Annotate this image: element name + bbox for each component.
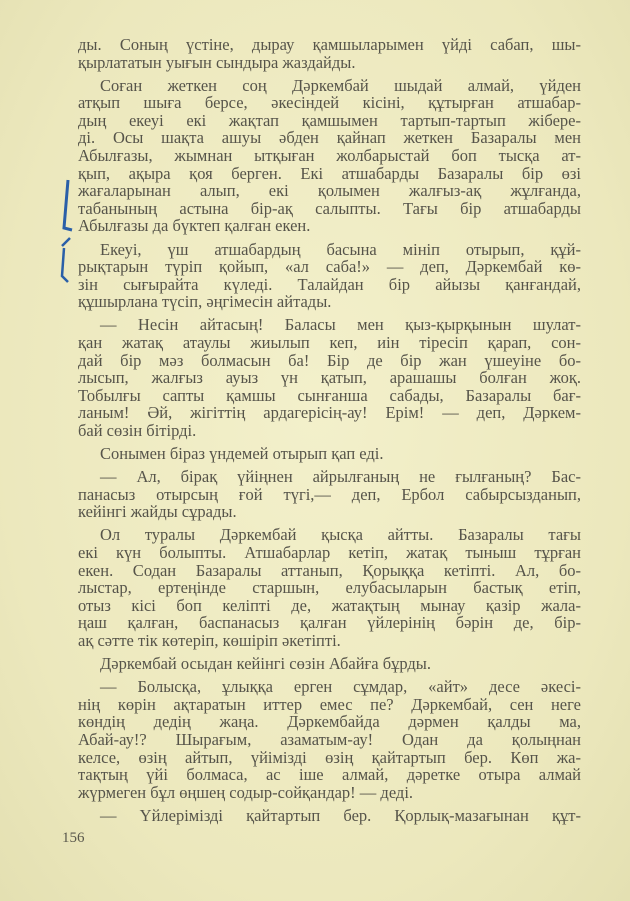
text-line: кейінгі жайды сұрады. (78, 502, 237, 522)
text-line: отыз кісі боп келіпті де, жатақтың мынау қазір жала- (78, 595, 581, 615)
paragraph (78, 445, 581, 463)
paragraph (78, 241, 581, 311)
paragraph (78, 526, 581, 649)
text-line: Абылғазы да бүктеп қалған екен. (78, 216, 311, 236)
text-line: Екеуі, үш атшабардың басына мініп отырып, құй- (100, 239, 581, 259)
text-line: ақ сәтте тік көтеріп, көшіріп әкетіпті. (78, 631, 341, 650)
page-number: 156 (62, 830, 85, 846)
text-line: — Несін айтасың! Баласы мен қыз-қырқынын шулат- (100, 315, 581, 335)
paragraph (78, 678, 581, 801)
margin-bracket-mark (62, 238, 70, 282)
text-line: Дәркембай осыдан кейінгі сөзін Абайға бұрды. (100, 654, 432, 674)
text-line: қып, ақыра қоя берген. Екі атшабарды Базаралы бір өзі (78, 163, 581, 183)
text-line: лысып, жалғыз ауыз үн қатып, арашашы болған жоқ. (78, 368, 581, 388)
text-line: қырлататын уығын сындыра жаздайды. (78, 52, 356, 72)
paragraph (78, 316, 581, 439)
text-line: екен. Содан Базаралы аттанып, Қорыққа кетіпті. Ал, бо- (78, 560, 581, 580)
text-line: атқып шыға берсе, әкесіндей кісіні, құтырған атшабар- (78, 93, 581, 113)
text-line: құшырлана түсіп, әңгімесін айтады. (78, 292, 332, 312)
text-line: екі күн болыпты. Атшабарлар кетіп, жатақ тыныш тұрған (78, 543, 581, 563)
text-line: ланым! Әй, жігіттің ардагерісің-ау! Ерім! — деп, Дәркем- (78, 403, 581, 423)
text-line: зін сығырайта күледі. Талайдан бір айызы қанғандай, (78, 274, 581, 294)
text-line: рықтарын түріп қойып, «ал саба!» — деп, Дәркембай кө- (78, 257, 581, 277)
book-page-text (78, 36, 581, 830)
text-line: Тобылғы сапты қамшы сынғанша сабады, Базаралы бағ- (78, 385, 581, 405)
text-line: бай сөзін бітірді. (78, 420, 197, 440)
text-line: нің көрін ақтаратын иттер емес пе? Дәркембай, сен неге (78, 694, 581, 714)
text-line: ды. Соның үстіне, дырау қамшыларымен үйді сабап, шы- (78, 35, 581, 54)
text-line: Абай-ау!? Шырағым, азаматым-ау! Одан да қолыңнан (78, 729, 581, 749)
text-line: жағаларынан алып, екі қолымен жалғыз-ақ жұлғанда, (78, 181, 581, 201)
text-line: дың екеуі екі жақтап қамшымен тартып-тартып жібере- (78, 110, 581, 130)
paragraph (78, 807, 581, 825)
text-line: — Ал, бірақ үйіңнен айрылғаның не ғылғаның? Бас- (100, 467, 581, 487)
text-line: Сонымен біраз үндемей отырып қап еді. (100, 444, 384, 464)
text-line: панасыз отырсың ғой түгі,— деп, Ербол сабырсызданып, (78, 484, 581, 504)
text-line: келсе, өзің айтып, үйімізді өзің қайтартып бер. Көп жа- (78, 747, 581, 767)
text-line: лыстар, ертеңінде старшын, елубасыларын бастық етіп, (78, 578, 581, 598)
text-line: — Үйлерімізді қайтартып бер. Қорлық-мазағынан құт- (100, 805, 581, 825)
text-line: Абылғазы, жымнан ытқыған жолбарыстай боп тысқа ат- (78, 146, 581, 166)
text-line: қан жатақ атаулы жиылып кеп, иін тіресіп қарап, сон- (78, 333, 581, 352)
paragraph (78, 77, 581, 235)
margin-bracket-mark (64, 180, 72, 230)
text-line: ңаш қалған, баспанасыз қалған үйлерінің бәрін де, бір- (78, 613, 581, 633)
text-line: Соған жеткен соң Дәркембай шыдай алмай, үйден (100, 75, 581, 95)
text-line: Ол туралы Дәркембай қысқа айтты. Базаралы тағы (100, 525, 581, 545)
paragraph (78, 36, 581, 71)
text-line: көндің дедің жаңа. Дәркембайда дәрмен қалды ма, (78, 712, 581, 732)
text-line: жүрмеген бұл өңшең содыр-сойқандар! — деді. (78, 782, 414, 802)
paragraph (78, 655, 581, 673)
text-line: тақтың үйі болмаса, ас іше алмай, дәретке отыра алмай (78, 765, 581, 785)
text-line: дай бір мәз болмасын ба! Бір де бір жан үшеуіне бо- (78, 350, 581, 370)
paragraph (78, 468, 581, 521)
text-line: табанының астына бір-ақ салыпты. Тағы бір атшабарды (78, 198, 581, 218)
text-line: ді. Осы шақта ашуы әбден қайнап жеткен Базаралы мен (78, 128, 581, 148)
text-line: — Болысқа, ұлыққа ерген сұмдар, «айт» десе әкесі- (100, 677, 581, 697)
